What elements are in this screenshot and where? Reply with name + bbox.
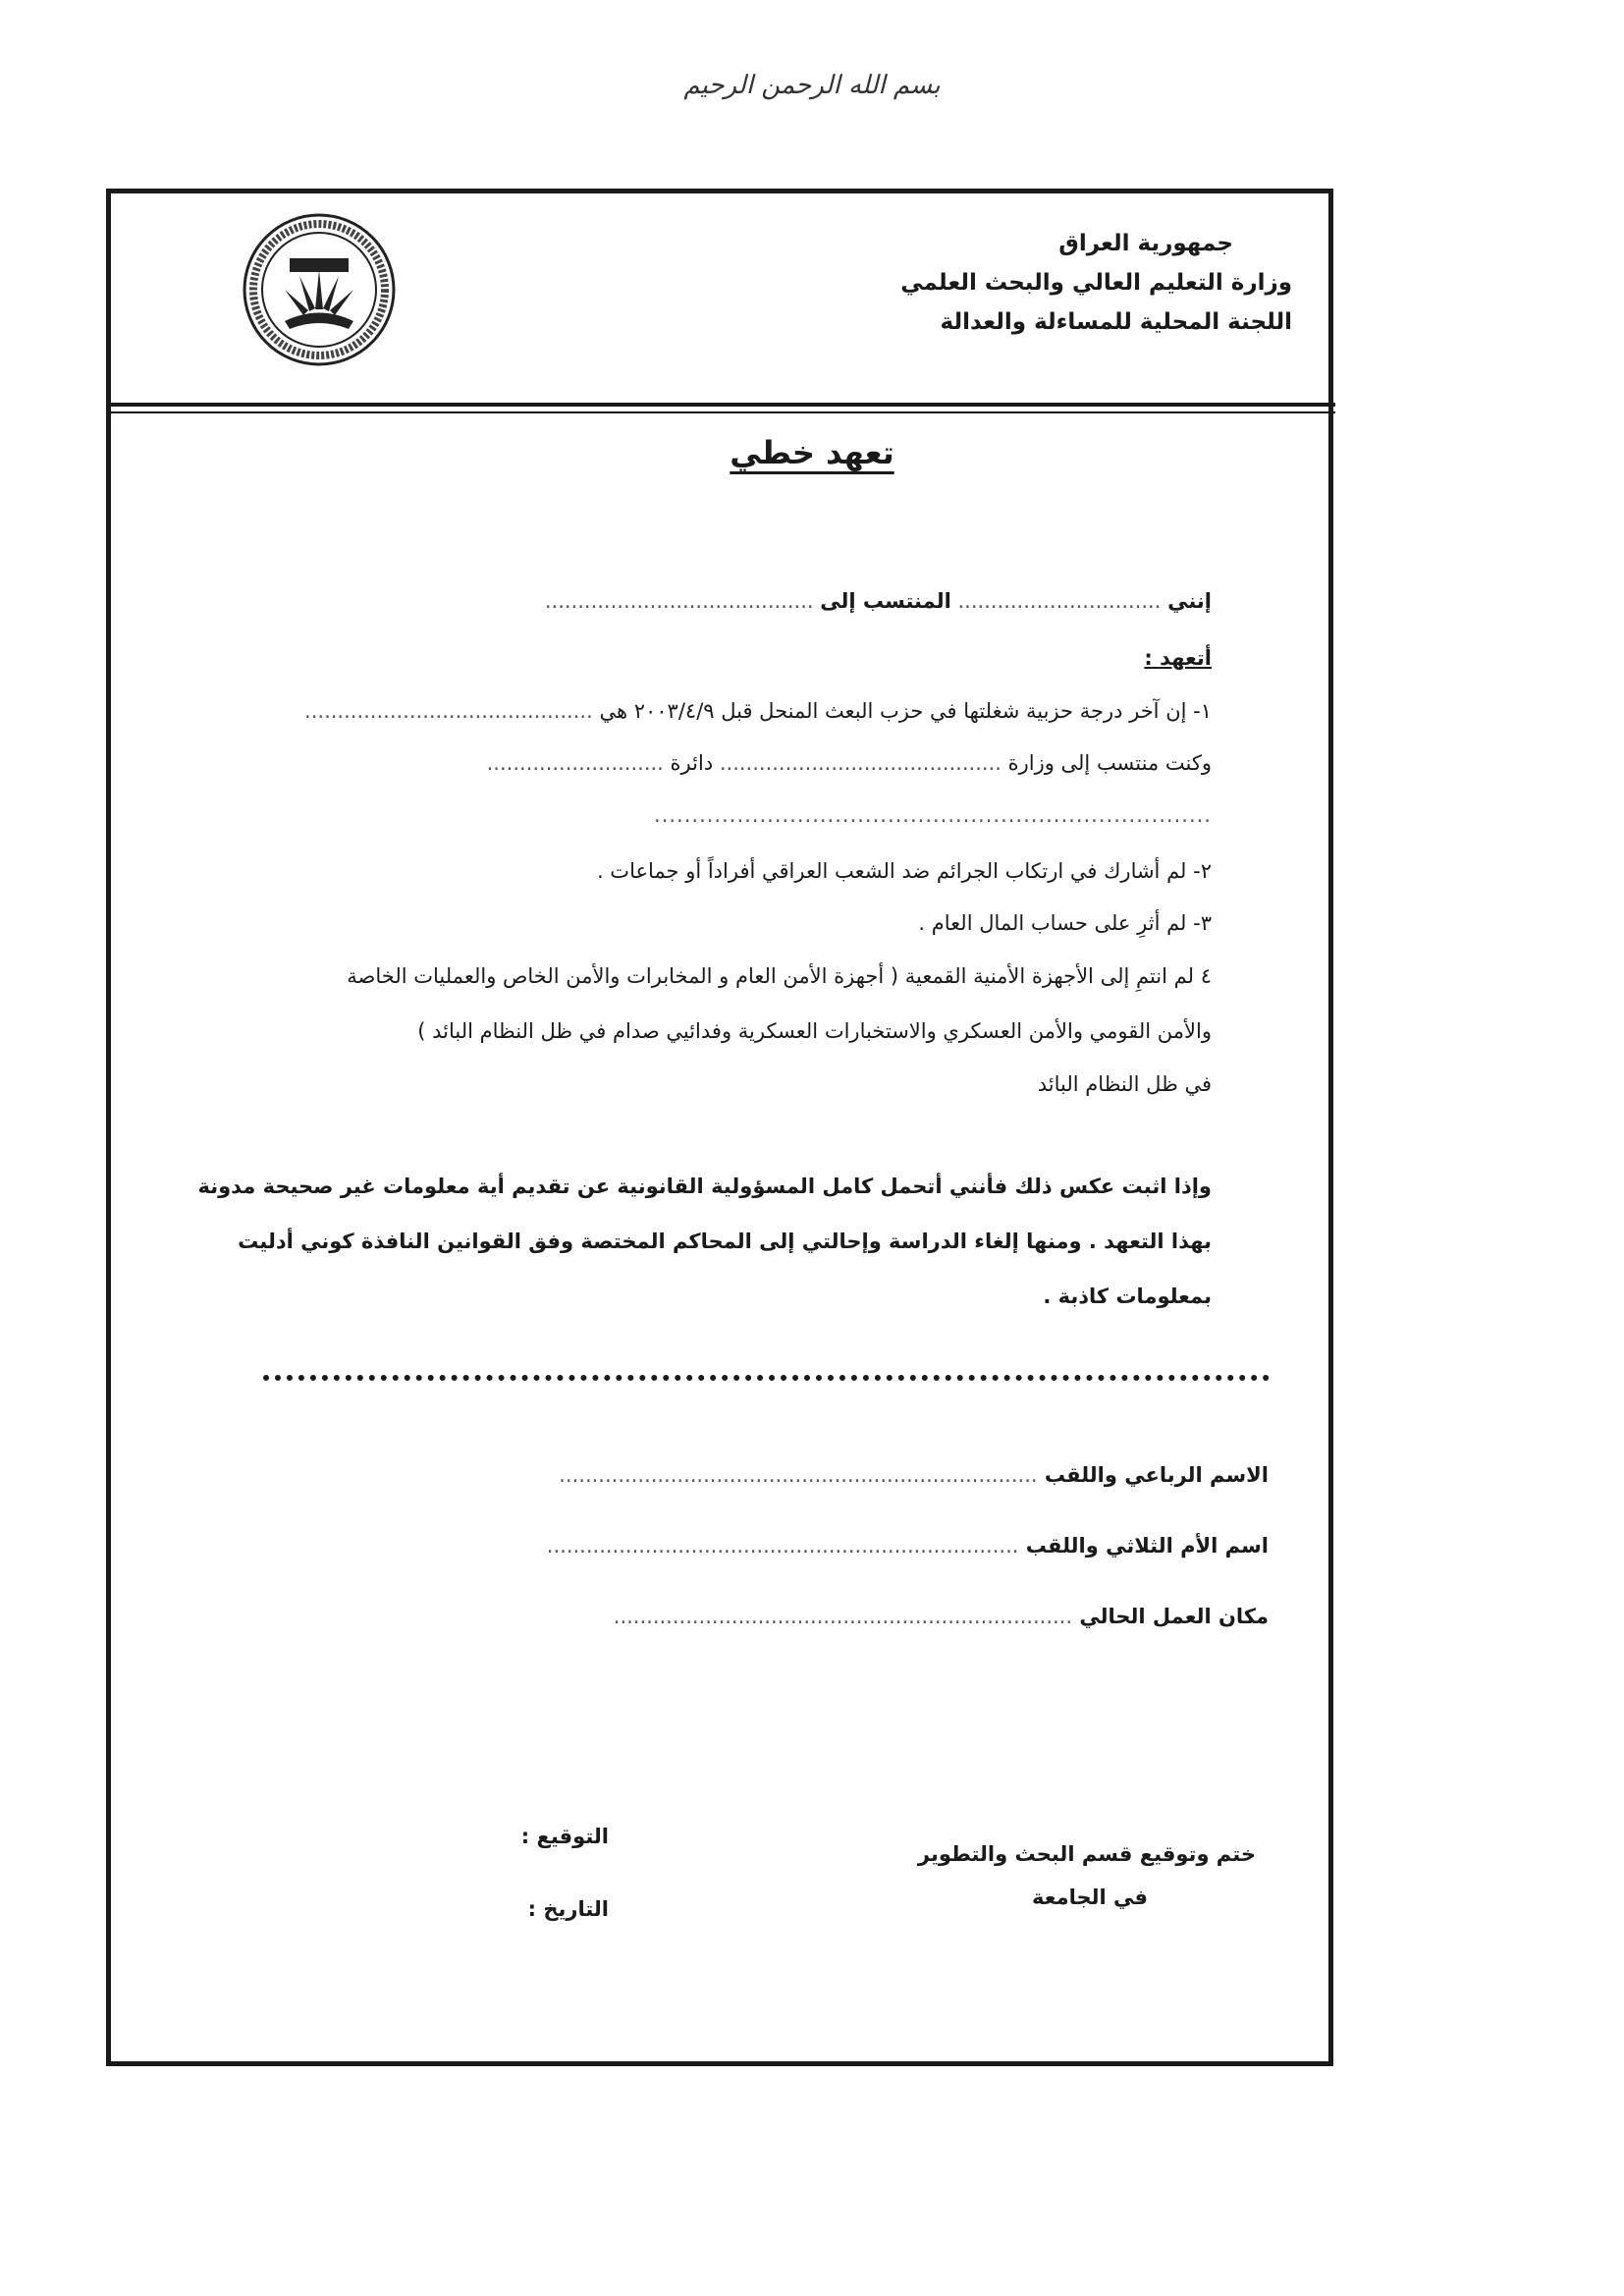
item-text: لم أثرِ على حساب المال العام . — [918, 911, 1187, 935]
field-label: مكان العمل الحالي — [1079, 1605, 1269, 1628]
item-text: والأمن القومي والأمن العسكري والاستخبارات العسكرية وفدائيي صدام في ظل النظام البائد ) — [417, 1019, 1212, 1043]
intro-lead: إنني — [1167, 589, 1212, 613]
date-label: التاريخ : — [527, 1897, 609, 1921]
header-ministry: وزارة التعليم العالي والبحث العلمي — [900, 270, 1292, 296]
stamp-line-2: في الجامعة — [1031, 1886, 1148, 1909]
pledge-item-1 — [304, 699, 1212, 723]
basmala: بسم الله الرحمن الرحيم — [683, 71, 941, 100]
intro-affiliation-dots: ......................................... — [544, 589, 814, 613]
field-workplace — [614, 1605, 1269, 1628]
pledge-item-3 — [918, 911, 1212, 935]
item-text: وكنت منتسب إلى وزارة — [1007, 751, 1212, 775]
seal-base — [285, 313, 353, 330]
header-country: جمهورية العراق — [1058, 231, 1233, 256]
field-mother-name — [547, 1534, 1269, 1558]
item-tail: دائرة — [670, 751, 714, 775]
pledge-label: أتعهد : — [1144, 646, 1212, 670]
field-dots: ........................................................................ — [546, 1534, 1019, 1558]
item-dots: ........................................... — [719, 751, 1001, 775]
field-label: اسم الأم الثلاثي واللقب — [1025, 1534, 1269, 1558]
field-full-name — [559, 1463, 1269, 1487]
pledge-item-4-line-2 — [417, 1019, 1212, 1043]
field-dots: ...................................................................... — [613, 1605, 1073, 1628]
pledge-item-1-continuation — [487, 751, 1212, 775]
intro-name-dots: ............................... — [957, 589, 1162, 613]
pledge-item-4-line-3 — [1038, 1072, 1212, 1096]
declaration-paragraph: وإذا اثبت عكس ذلك فأنني أتحمل كامل المسؤولية القانونية عن تقديم أية معلومات غير صحيحة مدونة بهذا التعهد . ومنها إلغاء الدراسة وإحالتي إلى المحاكم المختصة وفق القوانين النافذة كوني أدليت بمعلومات كاذبة . — [197, 1175, 1212, 1308]
item-number: ٢- — [1193, 859, 1212, 883]
item-number: ٤ — [1200, 964, 1212, 988]
item-text: في ظل النظام البائد — [1037, 1072, 1212, 1096]
item-dots: .......................................................................... — [654, 803, 1212, 827]
item-number: ٣- — [1193, 911, 1212, 935]
item-text: لم أشارك في ارتكاب الجرائم ضد الشعب العراقي أفراداً أو جماعات . — [596, 859, 1187, 883]
field-dots: ......................................................................... — [559, 1463, 1038, 1487]
institution-header — [782, 224, 1292, 342]
header-committee: اللجنة المحلية للمساءلة والعدالة — [940, 309, 1292, 335]
pledge-item-4 — [347, 964, 1212, 988]
header-divider — [106, 403, 1335, 413]
signature-label: التوقيع : — [520, 1825, 609, 1848]
sun-rays-icon — [285, 270, 353, 315]
ministry-seal — [241, 211, 398, 368]
item-number: ١- — [1193, 699, 1212, 723]
intro-line — [545, 589, 1212, 613]
stamp-block — [863, 1832, 1256, 1919]
stamp-line-1: ختم وتوقيع قسم البحث والتطوير — [917, 1842, 1256, 1866]
document-title: تعهد خطي — [730, 434, 894, 471]
seal-banner — [290, 258, 349, 272]
intro-mid: المنتسب إلى — [820, 589, 951, 613]
field-label: الاسم الرباعي واللقب — [1044, 1463, 1269, 1487]
pledge-item-1-blank — [654, 803, 1212, 827]
item-dots: ............................................ — [304, 699, 593, 723]
section-separator — [263, 1375, 1270, 1381]
item-text: إن آخر درجة حزبية شغلتها في حزب البعث المنحل قبل ٢٠٠٣/٤/٩ هي — [599, 699, 1187, 723]
item-dots: ........................... — [486, 751, 664, 775]
item-text: لم انتمِ إلى الأجهزة الأمنية القمعية ( أجهزة الأمن العام و المخابرات والأمن الخاص والعمليات الخاصة — [347, 964, 1195, 988]
pledge-item-2 — [597, 859, 1212, 883]
